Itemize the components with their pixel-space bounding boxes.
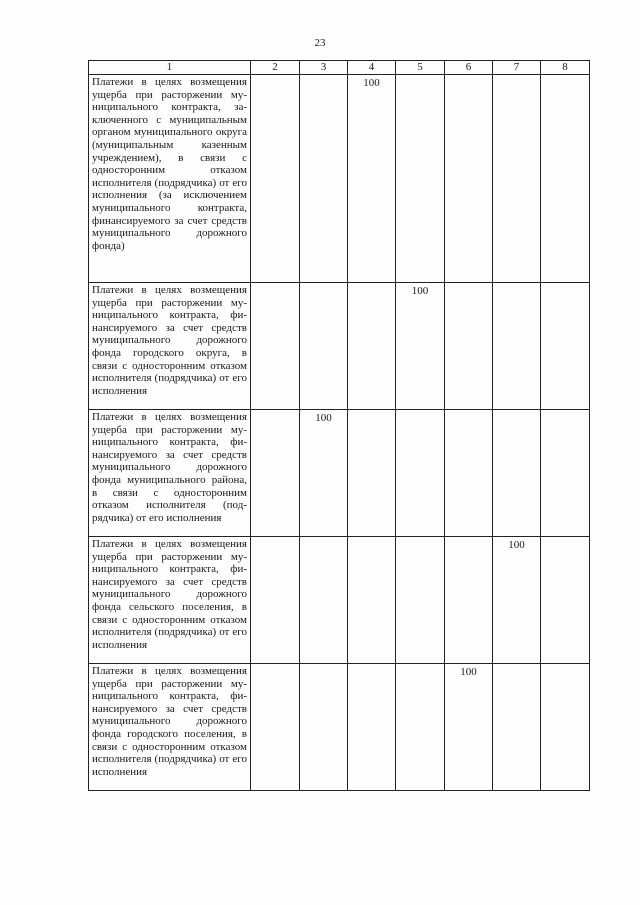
row-cell-col5 [396, 664, 445, 791]
row-cell-col7 [493, 75, 541, 283]
row-cell-col6 [445, 537, 493, 664]
row-description: Платежи в целях возмещения ущерба при расторжении муниципального контракта, финансируемого за счет средств муниципального дорожного фонда муниципального района, в связи с односторонним отказом исполнителя (подрядчика) от его исполнения [89, 410, 251, 537]
row-cell-col2 [251, 75, 300, 283]
row-description: Платежи в целях возмещения ущерба при расторжении муниципального контракта, заключенного с муниципальным органом муниципального округа (муниципальным казенным учреждением), в связи с односторонним отказом исполнителя (подрядчика) от его исполнения (за исключением муниципального контракта, финансируемого за счет средств муниципального дорожного фонда) [89, 75, 251, 283]
row-cell-col4 [348, 664, 396, 791]
row-cell-col4 [348, 410, 396, 537]
row-cell-col8 [541, 75, 590, 283]
row-cell-col6: 100 [445, 664, 493, 791]
row-cell-col2 [251, 664, 300, 791]
row-cell-col7 [493, 664, 541, 791]
row-cell-col4 [348, 283, 396, 410]
row-cell-col5 [396, 410, 445, 537]
row-cell-col3 [300, 283, 348, 410]
row-description: Платежи в целях возмещения ущерба при расторжении муниципального контракта, финансируемого за счет средств муниципального дорожного фонда городского поселения, в связи с односторонним отказом исполнителя (подрядчика) от его исполнения [89, 664, 251, 791]
row-cell-col8 [541, 410, 590, 537]
column-header-1: 1 [89, 61, 251, 75]
row-cell-col4: 100 [348, 75, 396, 283]
row-cell-col3 [300, 75, 348, 283]
row-description: Платежи в целях возмещения ущерба при расторжении муниципального контракта, финансируемого за счет средств муниципального дорожного фонда городского округа, в связи с односторонним отказом исполнителя (подрядчика) от его исполнения [89, 283, 251, 410]
row-cell-col5 [396, 537, 445, 664]
column-header-2: 2 [251, 61, 300, 75]
row-cell-col6 [445, 283, 493, 410]
column-header-7: 7 [493, 61, 541, 75]
row-cell-col3: 100 [300, 410, 348, 537]
page-number: 23 [314, 37, 326, 49]
table-row [89, 664, 590, 791]
table-row [89, 410, 590, 537]
row-cell-col7 [493, 410, 541, 537]
column-header-3: 3 [300, 61, 348, 75]
table-row [89, 537, 590, 664]
column-header-4: 4 [348, 61, 396, 75]
row-cell-col8 [541, 537, 590, 664]
table-row [89, 75, 590, 283]
row-cell-col8 [541, 283, 590, 410]
row-cell-col6 [445, 75, 493, 283]
row-cell-col3 [300, 664, 348, 791]
row-cell-col2 [251, 410, 300, 537]
row-cell-col6 [445, 410, 493, 537]
table-row [89, 283, 590, 410]
budget-classification-table [88, 60, 590, 791]
row-cell-col4 [348, 537, 396, 664]
row-cell-col7: 100 [493, 537, 541, 664]
row-cell-col8 [541, 664, 590, 791]
row-cell-col5 [396, 75, 445, 283]
column-header-8: 8 [541, 61, 590, 75]
column-header-6: 6 [445, 61, 493, 75]
header-row [89, 61, 590, 75]
row-description: Платежи в целях возмещения ущерба при расторжении муниципального контракта, финансируемого за счет средств муниципального дорожного фонда сельского поселения, в связи с односторонним отказом исполнителя (подрядчика) от его исполнения [89, 537, 251, 664]
row-cell-col7 [493, 283, 541, 410]
row-cell-col3 [300, 537, 348, 664]
column-header-5: 5 [396, 61, 445, 75]
row-cell-col2 [251, 283, 300, 410]
row-cell-col5: 100 [396, 283, 445, 410]
row-cell-col2 [251, 537, 300, 664]
